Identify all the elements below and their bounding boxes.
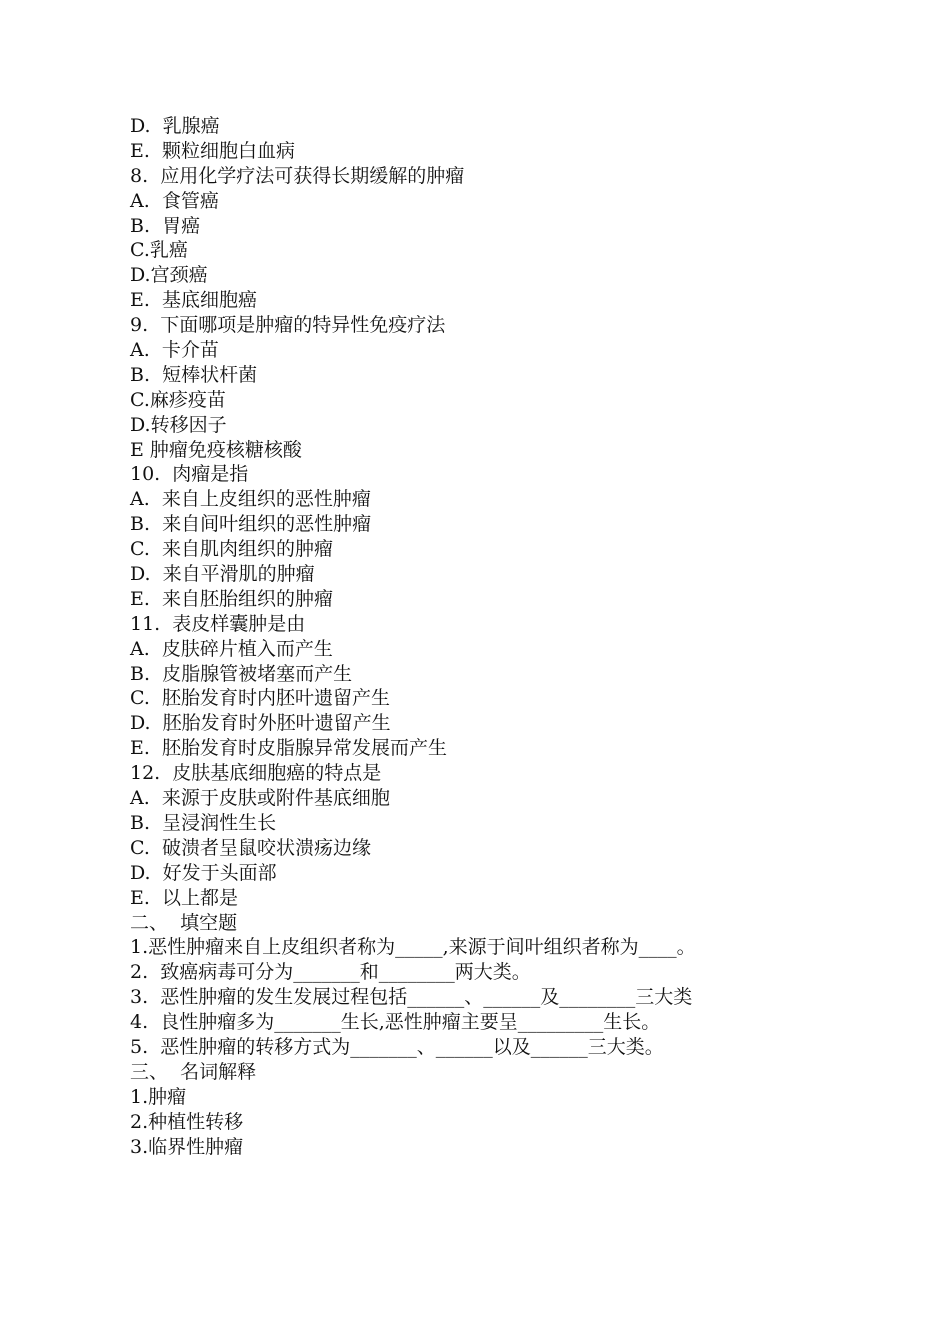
option-line: D. 胚胎发育时外胚叶遗留产生: [130, 712, 391, 735]
option-line: D.宫颈癌: [130, 264, 208, 287]
option-line: D. 好发于头面部: [130, 861, 277, 884]
option-line: B. 呈浸润性生长: [130, 811, 277, 834]
document-body: [130, 114, 810, 1159]
option-line: D.转移因子: [130, 413, 227, 436]
section-heading-fill-in: 二、 填空题: [130, 911, 238, 934]
option-line: B. 短棒状杆菌: [130, 363, 258, 386]
option-line: C.乳癌: [130, 239, 188, 262]
option-line: A. 来源于皮肤或附件基底细胞: [130, 787, 390, 810]
question-line: 11. 表皮样囊肿是由: [130, 612, 306, 635]
question-line: 8. 应用化学疗法可获得长期缓解的肿瘤: [130, 164, 465, 187]
option-line: C. 破溃者呈鼠咬状溃疡边缘: [130, 836, 371, 859]
option-line: A. 来自上皮组织的恶性肿瘤: [130, 488, 371, 511]
fill-in-question: 2. 致癌病毒可分为_______和________两大类。: [130, 961, 531, 984]
option-line: B. 胃癌: [130, 214, 201, 237]
term-item: 2.种植性转移: [130, 1110, 244, 1133]
option-line: A. 皮肤碎片植入而产生: [130, 637, 333, 660]
option-line: D. 乳腺癌: [130, 115, 220, 137]
fill-in-question: 5. 恶性肿瘤的转移方式为_______、______以及______三大类。: [130, 1035, 664, 1058]
term-item: 3.临界性肿瘤: [130, 1135, 244, 1158]
question-line: 9. 下面哪项是肿瘤的特异性免疫疗法: [130, 314, 446, 337]
option-line: B. 来自间叶组织的恶性肿瘤: [130, 513, 372, 536]
term-item: 1.肿瘤: [130, 1085, 187, 1108]
option-line: E. 颗粒细胞白血病: [130, 139, 295, 162]
fill-in-question: 1.恶性肿瘤来自上皮组织者称为_____,来源于间叶组织者称为____。: [130, 936, 696, 959]
option-line: E. 以上都是: [130, 886, 238, 909]
fill-in-question: 3. 恶性肿瘤的发生发展过程包括______、______及________三大类: [130, 986, 693, 1009]
option-line: C.麻疹疫苗: [130, 388, 226, 411]
option-line: B. 皮脂腺管被堵塞而产生: [130, 662, 353, 685]
option-line: E. 基底细胞癌: [130, 289, 257, 312]
option-line: E. 来自胚胎组织的肿瘤: [130, 587, 333, 610]
option-line: A. 食管癌: [130, 189, 219, 212]
option-line: C. 来自肌肉组织的肿瘤: [130, 538, 333, 561]
option-line: E 肿瘤免疫核糖核酸: [130, 438, 302, 461]
option-line: A. 卡介苗: [130, 339, 219, 362]
option-line: C. 胚胎发育时内胚叶遗留产生: [130, 687, 390, 710]
question-line: 12. 皮肤基底细胞癌的特点是: [130, 762, 382, 785]
option-line: E. 胚胎发育时皮脂腺异常发展而产生: [130, 737, 447, 760]
section-heading-terms: 三、 名词解释: [130, 1060, 257, 1083]
option-line: D. 来自平滑肌的肿瘤: [130, 563, 315, 586]
question-line: 10. 肉瘤是指: [130, 463, 249, 486]
fill-in-question: 4. 良性肿瘤多为_______生长,恶性肿瘤主要呈_________生长。: [130, 1011, 661, 1034]
